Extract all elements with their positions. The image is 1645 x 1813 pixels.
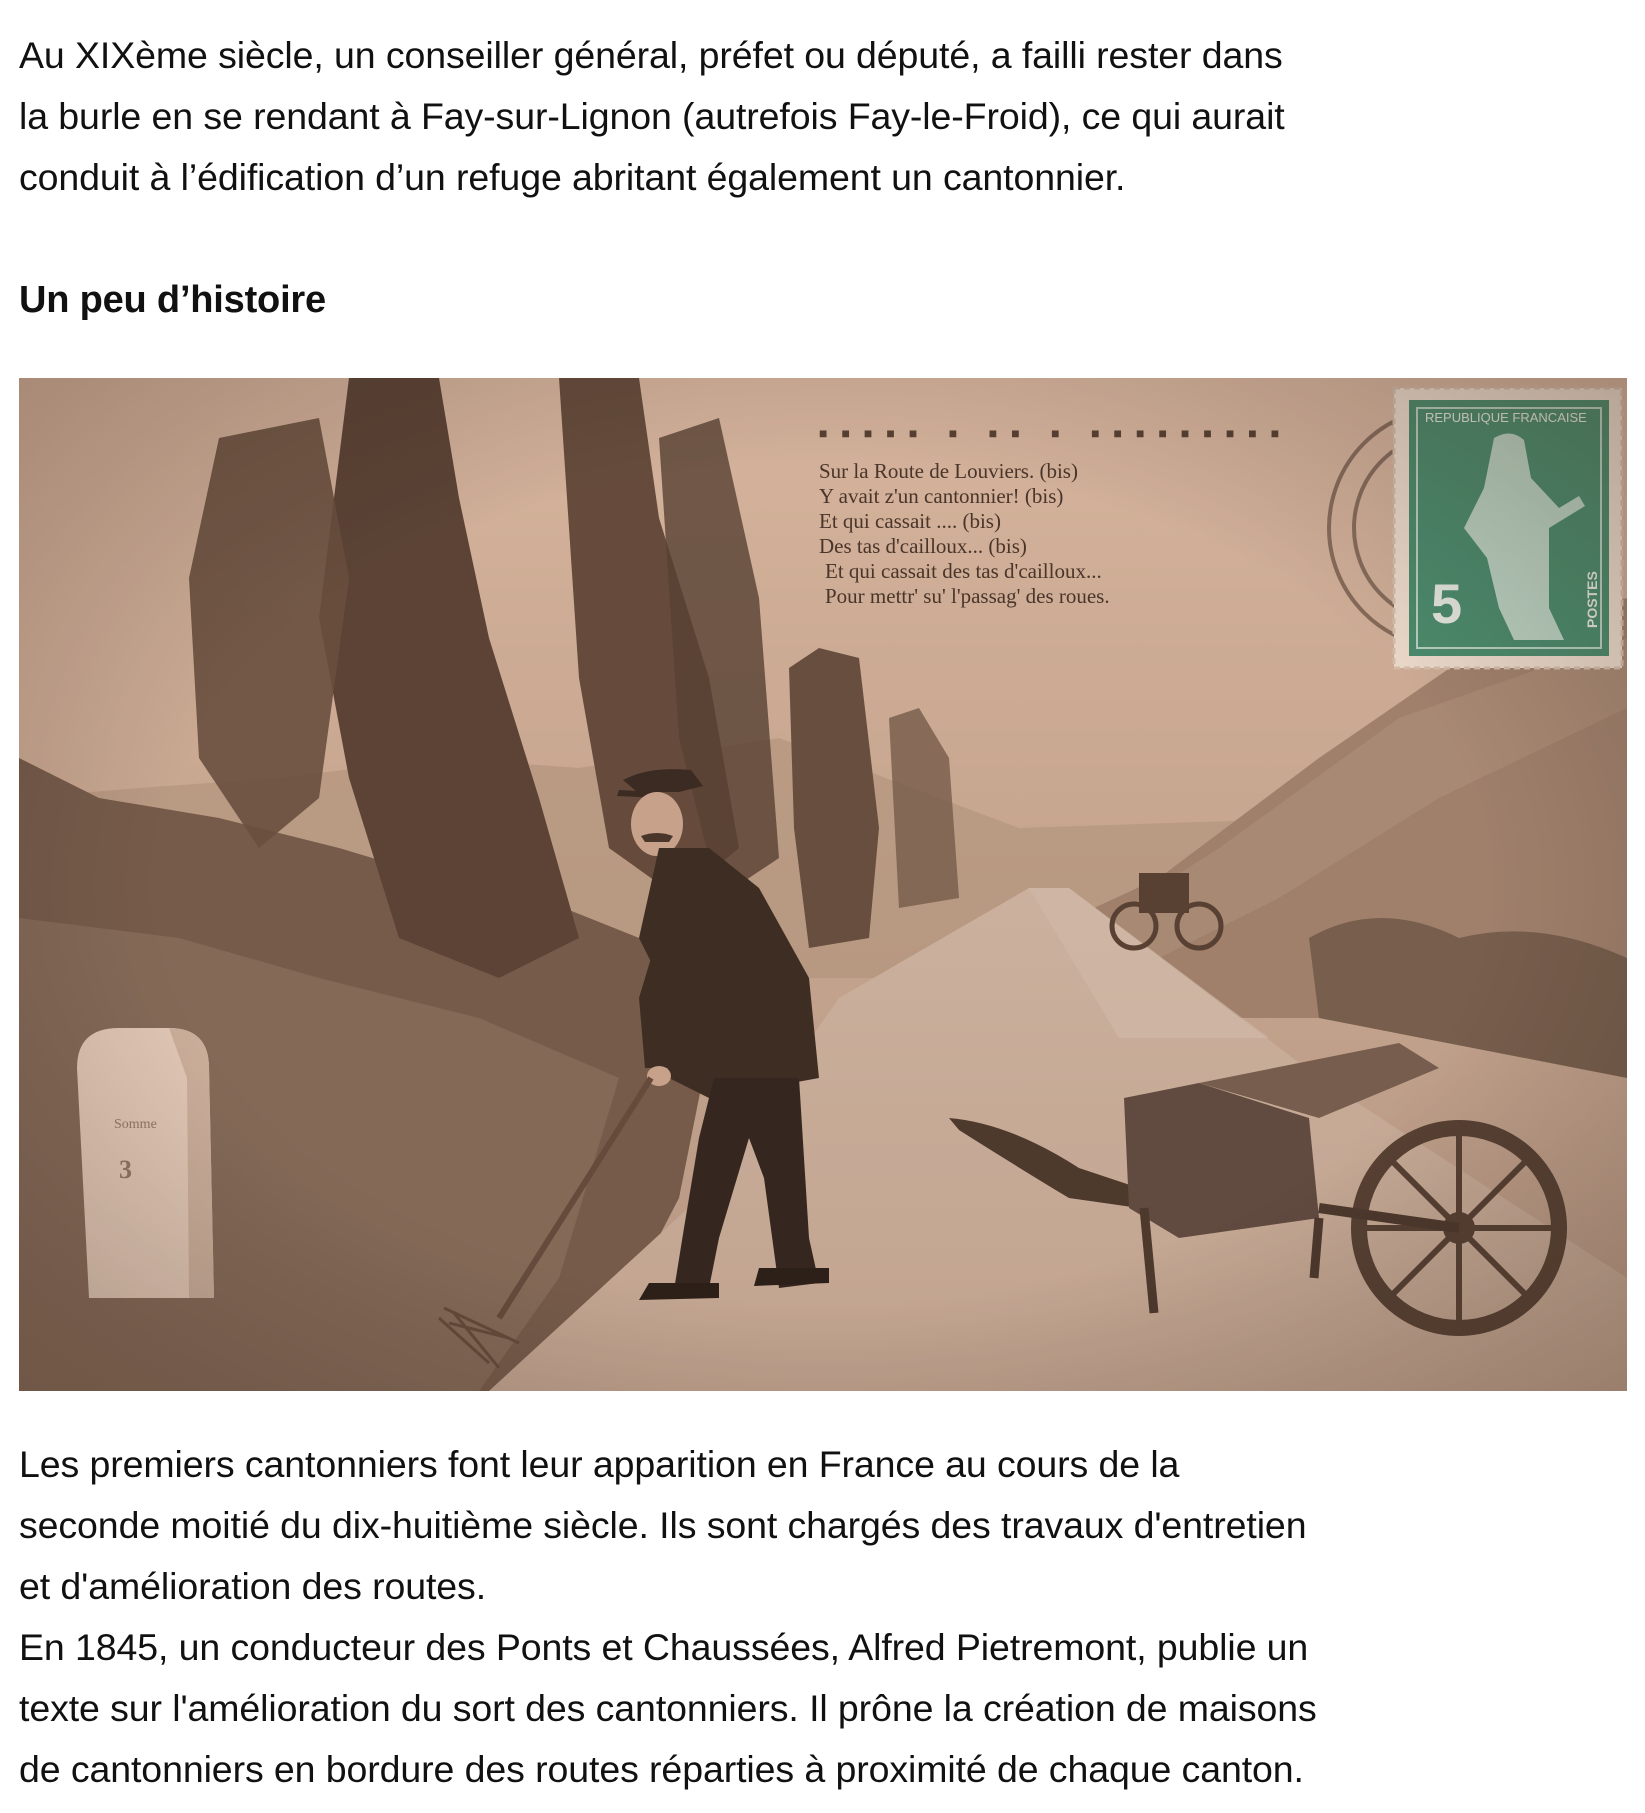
postcard-image bbox=[19, 378, 1627, 1391]
body-line: et d'amélioration des routes. bbox=[19, 1565, 487, 1607]
intro-line: Au XIXème siècle, un conseiller général, préfet ou député, a failli rester dans bbox=[19, 34, 1283, 76]
history-paragraph bbox=[19, 1434, 1629, 1800]
body-line: de cantonniers en bordure des routes réparties à proximité de chaque canton. bbox=[19, 1748, 1304, 1790]
intro-line: la burle en se rendant à Fay-sur-Lignon (autrefois Fay-le-Froid), ce qui aurait bbox=[19, 95, 1285, 137]
intro-line: conduit à l’édification d’un refuge abritant également un cantonnier. bbox=[19, 156, 1126, 198]
body-line: En 1845, un conducteur des Ponts et Chaussées, Alfred Pietremont, publie un bbox=[19, 1626, 1309, 1668]
body-line: texte sur l'amélioration du sort des cantonniers. Il prône la création de maisons bbox=[19, 1687, 1317, 1729]
body-line: seconde moitié du dix-huitième siècle. Ils sont chargés des travaux d'entretien bbox=[19, 1504, 1307, 1546]
section-heading: Un peu d’histoire bbox=[19, 279, 326, 321]
body-line: Les premiers cantonniers font leur apparition en France au cours de la bbox=[19, 1443, 1180, 1485]
intro-paragraph bbox=[19, 25, 1629, 208]
